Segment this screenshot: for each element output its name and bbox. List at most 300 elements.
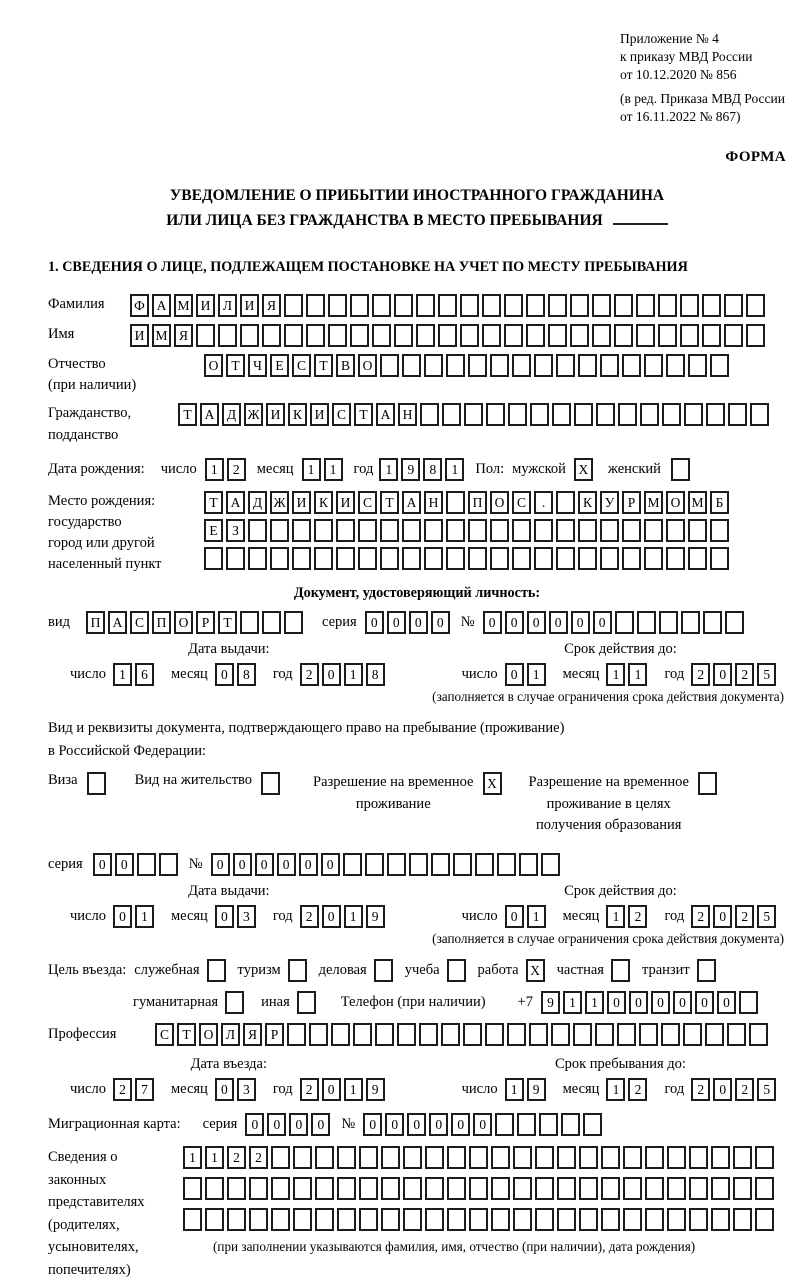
- char-box[interactable]: 9: [366, 1078, 385, 1101]
- char-box[interactable]: [419, 1023, 438, 1046]
- char-box[interactable]: Л: [221, 1023, 240, 1046]
- char-box[interactable]: К: [578, 491, 597, 514]
- char-box[interactable]: [623, 1177, 642, 1200]
- char-box[interactable]: [403, 1177, 422, 1200]
- char-box[interactable]: [504, 324, 523, 347]
- char-box[interactable]: [240, 324, 259, 347]
- char-box[interactable]: [749, 1023, 768, 1046]
- char-box[interactable]: [468, 354, 487, 377]
- char-box[interactable]: [394, 324, 413, 347]
- char-box[interactable]: [739, 991, 758, 1014]
- char-box[interactable]: [711, 1208, 730, 1231]
- char-box[interactable]: [661, 1023, 680, 1046]
- char-box[interactable]: [387, 853, 406, 876]
- char-box[interactable]: [431, 853, 450, 876]
- char-box[interactable]: И: [130, 324, 149, 347]
- char-box[interactable]: [666, 354, 685, 377]
- char-box[interactable]: 1: [135, 905, 154, 928]
- char-box[interactable]: [578, 354, 597, 377]
- char-box[interactable]: А: [108, 611, 127, 634]
- purpose-work-checkbox[interactable]: [519, 959, 548, 982]
- char-box[interactable]: 1: [344, 1078, 363, 1101]
- doc-valid-month[interactable]: [606, 663, 650, 686]
- char-box[interactable]: 1: [183, 1146, 202, 1169]
- char-box[interactable]: [485, 1023, 504, 1046]
- char-box[interactable]: [292, 519, 311, 542]
- char-box[interactable]: 2: [628, 905, 647, 928]
- char-box[interactable]: [644, 354, 663, 377]
- char-box[interactable]: [570, 324, 589, 347]
- char-box[interactable]: 0: [233, 853, 252, 876]
- char-box[interactable]: [309, 1023, 328, 1046]
- char-box[interactable]: [424, 547, 443, 570]
- char-box[interactable]: [442, 403, 461, 426]
- char-box[interactable]: [446, 519, 465, 542]
- char-box[interactable]: [491, 1208, 510, 1231]
- char-box[interactable]: [683, 1023, 702, 1046]
- char-box[interactable]: [205, 1208, 224, 1231]
- char-box[interactable]: [508, 403, 527, 426]
- char-box[interactable]: [381, 1177, 400, 1200]
- residence-permit-checkbox[interactable]: [252, 772, 283, 795]
- char-box[interactable]: [592, 324, 611, 347]
- char-box[interactable]: Я: [174, 324, 193, 347]
- doc-issue-year[interactable]: [300, 663, 388, 686]
- char-box[interactable]: [350, 294, 369, 317]
- stay-year[interactable]: [691, 1078, 779, 1101]
- char-box[interactable]: 0: [321, 853, 340, 876]
- char-box[interactable]: А: [152, 294, 171, 317]
- char-box[interactable]: 1: [344, 663, 363, 686]
- entry-month[interactable]: [215, 1078, 259, 1101]
- char-box[interactable]: [561, 1113, 580, 1136]
- doc-valid-day[interactable]: [505, 663, 549, 686]
- char-box[interactable]: О: [199, 1023, 218, 1046]
- char-box[interactable]: З: [226, 519, 245, 542]
- char-box[interactable]: [358, 547, 377, 570]
- char-box[interactable]: [570, 294, 589, 317]
- char-box[interactable]: 9: [366, 905, 385, 928]
- char-box[interactable]: [617, 1023, 636, 1046]
- char-box[interactable]: [446, 547, 465, 570]
- char-box[interactable]: [343, 853, 362, 876]
- char-box[interactable]: [623, 1146, 642, 1169]
- char-box[interactable]: [314, 519, 333, 542]
- char-box[interactable]: 2: [735, 663, 754, 686]
- char-box[interactable]: [622, 519, 641, 542]
- char-box[interactable]: А: [226, 491, 245, 514]
- char-box[interactable]: [733, 1177, 752, 1200]
- char-box[interactable]: [328, 324, 347, 347]
- char-box[interactable]: [353, 1023, 372, 1046]
- char-box[interactable]: [463, 1023, 482, 1046]
- char-box[interactable]: [315, 1177, 334, 1200]
- char-box[interactable]: [336, 519, 355, 542]
- char-box[interactable]: [490, 354, 509, 377]
- char-box[interactable]: [618, 403, 637, 426]
- char-box[interactable]: [331, 1023, 350, 1046]
- char-box[interactable]: [453, 853, 472, 876]
- char-box[interactable]: 0: [267, 1113, 286, 1136]
- char-box[interactable]: [248, 547, 267, 570]
- char-box[interactable]: 8: [237, 663, 256, 686]
- migration-number-field[interactable]: [363, 1113, 605, 1136]
- char-box[interactable]: 9: [527, 1078, 546, 1101]
- char-box[interactable]: [689, 1146, 708, 1169]
- char-box[interactable]: 0: [322, 663, 341, 686]
- char-box[interactable]: [600, 547, 619, 570]
- char-box[interactable]: О: [174, 611, 193, 634]
- doc-issue-month[interactable]: [215, 663, 259, 686]
- char-box[interactable]: [284, 324, 303, 347]
- char-box[interactable]: [684, 403, 703, 426]
- doc-issue-day[interactable]: [113, 663, 157, 686]
- char-box[interactable]: [637, 611, 656, 634]
- char-box[interactable]: 0: [365, 611, 384, 634]
- char-box[interactable]: [689, 1208, 708, 1231]
- char-box[interactable]: [645, 1146, 664, 1169]
- char-box[interactable]: [491, 1177, 510, 1200]
- char-box[interactable]: 0: [115, 853, 134, 876]
- char-box[interactable]: X: [574, 458, 593, 481]
- representatives-line3[interactable]: [183, 1208, 777, 1231]
- surname-field[interactable]: [130, 294, 768, 317]
- char-box[interactable]: [600, 354, 619, 377]
- char-box[interactable]: [284, 294, 303, 317]
- char-box[interactable]: Т: [226, 354, 245, 377]
- char-box[interactable]: [262, 611, 281, 634]
- char-box[interactable]: [261, 772, 280, 795]
- char-box[interactable]: [365, 853, 384, 876]
- char-box[interactable]: Т: [218, 611, 237, 634]
- char-box[interactable]: [424, 354, 443, 377]
- char-box[interactable]: 0: [322, 905, 341, 928]
- char-box[interactable]: 0: [387, 611, 406, 634]
- char-box[interactable]: 1: [628, 663, 647, 686]
- char-box[interactable]: 6: [135, 663, 154, 686]
- char-box[interactable]: [615, 611, 634, 634]
- char-box[interactable]: [482, 294, 501, 317]
- temp-residence-checkbox[interactable]: [474, 772, 505, 795]
- residence-issue-day[interactable]: [113, 905, 157, 928]
- char-box[interactable]: [512, 547, 531, 570]
- char-box[interactable]: 1: [324, 458, 343, 481]
- char-box[interactable]: [526, 294, 545, 317]
- purpose-other-checkbox[interactable]: [290, 991, 319, 1014]
- char-box[interactable]: [225, 991, 244, 1014]
- char-box[interactable]: 0: [385, 1113, 404, 1136]
- char-box[interactable]: [205, 1177, 224, 1200]
- char-box[interactable]: [579, 1177, 598, 1200]
- char-box[interactable]: [438, 294, 457, 317]
- char-box[interactable]: 0: [651, 991, 670, 1014]
- char-box[interactable]: [601, 1208, 620, 1231]
- char-box[interactable]: 0: [363, 1113, 382, 1136]
- char-box[interactable]: [159, 853, 178, 876]
- char-box[interactable]: 2: [691, 663, 710, 686]
- char-box[interactable]: [380, 547, 399, 570]
- char-box[interactable]: 0: [299, 853, 318, 876]
- char-box[interactable]: [328, 294, 347, 317]
- char-box[interactable]: [270, 547, 289, 570]
- char-box[interactable]: [659, 611, 678, 634]
- char-box[interactable]: [87, 772, 106, 795]
- char-box[interactable]: 0: [473, 1113, 492, 1136]
- char-box[interactable]: [460, 324, 479, 347]
- char-box[interactable]: 1: [205, 458, 224, 481]
- char-box[interactable]: [438, 324, 457, 347]
- char-box[interactable]: [287, 1023, 306, 1046]
- char-box[interactable]: 1: [379, 458, 398, 481]
- residence-valid-year[interactable]: [691, 905, 779, 928]
- char-box[interactable]: [702, 324, 721, 347]
- char-box[interactable]: 0: [717, 991, 736, 1014]
- char-box[interactable]: Р: [622, 491, 641, 514]
- char-box[interactable]: Т: [177, 1023, 196, 1046]
- char-box[interactable]: [636, 294, 655, 317]
- char-box[interactable]: [711, 1177, 730, 1200]
- birth-day-field[interactable]: [205, 458, 249, 481]
- char-box[interactable]: [519, 853, 538, 876]
- char-box[interactable]: [350, 324, 369, 347]
- char-box[interactable]: [573, 1023, 592, 1046]
- char-box[interactable]: 0: [629, 991, 648, 1014]
- purpose-official-checkbox[interactable]: [200, 959, 229, 982]
- char-box[interactable]: [218, 324, 237, 347]
- purpose-humanitarian-checkbox[interactable]: [218, 991, 247, 1014]
- char-box[interactable]: 0: [505, 611, 524, 634]
- char-box[interactable]: 5: [757, 1078, 776, 1101]
- char-box[interactable]: [601, 1146, 620, 1169]
- char-box[interactable]: [680, 294, 699, 317]
- name-field[interactable]: [130, 324, 768, 347]
- char-box[interactable]: [666, 547, 685, 570]
- char-box[interactable]: Е: [204, 519, 223, 542]
- char-box[interactable]: [574, 403, 593, 426]
- char-box[interactable]: С: [155, 1023, 174, 1046]
- char-box[interactable]: [666, 519, 685, 542]
- char-box[interactable]: 0: [215, 905, 234, 928]
- char-box[interactable]: 0: [593, 611, 612, 634]
- char-box[interactable]: [530, 403, 549, 426]
- char-box[interactable]: [183, 1208, 202, 1231]
- char-box[interactable]: [446, 354, 465, 377]
- char-box[interactable]: [724, 324, 743, 347]
- char-box[interactable]: П: [152, 611, 171, 634]
- char-box[interactable]: X: [483, 772, 502, 795]
- char-box[interactable]: [513, 1146, 532, 1169]
- char-box[interactable]: [541, 853, 560, 876]
- purpose-transit-checkbox[interactable]: [690, 959, 719, 982]
- char-box[interactable]: 7: [135, 1078, 154, 1101]
- char-box[interactable]: 5: [757, 663, 776, 686]
- char-box[interactable]: [710, 547, 729, 570]
- char-box[interactable]: 8: [366, 663, 385, 686]
- char-box[interactable]: [513, 1208, 532, 1231]
- char-box[interactable]: [374, 959, 393, 982]
- char-box[interactable]: С: [358, 491, 377, 514]
- edu-residence-checkbox[interactable]: [689, 772, 720, 795]
- char-box[interactable]: [702, 294, 721, 317]
- char-box[interactable]: [293, 1177, 312, 1200]
- char-box[interactable]: С: [130, 611, 149, 634]
- char-box[interactable]: [270, 519, 289, 542]
- char-box[interactable]: [645, 1208, 664, 1231]
- char-box[interactable]: Т: [380, 491, 399, 514]
- residence-issue-year[interactable]: [300, 905, 388, 928]
- char-box[interactable]: [600, 519, 619, 542]
- char-box[interactable]: 2: [628, 1078, 647, 1101]
- char-box[interactable]: И: [240, 294, 259, 317]
- char-box[interactable]: 0: [93, 853, 112, 876]
- char-box[interactable]: Ж: [270, 491, 289, 514]
- char-box[interactable]: [460, 294, 479, 317]
- char-box[interactable]: [705, 1023, 724, 1046]
- char-box[interactable]: [557, 1177, 576, 1200]
- char-box[interactable]: 0: [713, 1078, 732, 1101]
- char-box[interactable]: К: [288, 403, 307, 426]
- char-box[interactable]: 0: [215, 663, 234, 686]
- char-box[interactable]: П: [468, 491, 487, 514]
- char-box[interactable]: [468, 519, 487, 542]
- char-box[interactable]: [469, 1146, 488, 1169]
- char-box[interactable]: 0: [505, 663, 524, 686]
- char-box[interactable]: [557, 1208, 576, 1231]
- char-box[interactable]: 1: [563, 991, 582, 1014]
- char-box[interactable]: 0: [409, 611, 428, 634]
- char-box[interactable]: [636, 324, 655, 347]
- char-box[interactable]: [271, 1177, 290, 1200]
- purpose-business-checkbox[interactable]: [367, 959, 396, 982]
- char-box[interactable]: [667, 1177, 686, 1200]
- char-box[interactable]: Т: [354, 403, 373, 426]
- char-box[interactable]: [667, 1208, 686, 1231]
- char-box[interactable]: [639, 1023, 658, 1046]
- representatives-line2[interactable]: [183, 1177, 777, 1200]
- char-box[interactable]: [475, 853, 494, 876]
- char-box[interactable]: 2: [691, 1078, 710, 1101]
- char-box[interactable]: У: [600, 491, 619, 514]
- char-box[interactable]: [556, 491, 575, 514]
- entry-year[interactable]: [300, 1078, 388, 1101]
- char-box[interactable]: Т: [178, 403, 197, 426]
- char-box[interactable]: Я: [262, 294, 281, 317]
- char-box[interactable]: [249, 1177, 268, 1200]
- char-box[interactable]: [596, 403, 615, 426]
- char-box[interactable]: [207, 959, 226, 982]
- char-box[interactable]: Д: [248, 491, 267, 514]
- char-box[interactable]: 0: [211, 853, 230, 876]
- char-box[interactable]: 0: [571, 611, 590, 634]
- char-box[interactable]: [551, 1023, 570, 1046]
- char-box[interactable]: Д: [222, 403, 241, 426]
- char-box[interactable]: А: [200, 403, 219, 426]
- patronymic-field[interactable]: [204, 354, 732, 377]
- char-box[interactable]: [425, 1208, 444, 1231]
- char-box[interactable]: [728, 403, 747, 426]
- char-box[interactable]: 0: [429, 1113, 448, 1136]
- char-box[interactable]: [490, 519, 509, 542]
- char-box[interactable]: [552, 403, 571, 426]
- char-box[interactable]: О: [666, 491, 685, 514]
- char-box[interactable]: 1: [205, 1146, 224, 1169]
- char-box[interactable]: [402, 354, 421, 377]
- char-box[interactable]: 2: [227, 1146, 246, 1169]
- char-box[interactable]: В: [336, 354, 355, 377]
- purpose-tourism-checkbox[interactable]: [281, 959, 310, 982]
- char-box[interactable]: [381, 1146, 400, 1169]
- stay-month[interactable]: [606, 1078, 650, 1101]
- char-box[interactable]: 0: [527, 611, 546, 634]
- char-box[interactable]: [337, 1177, 356, 1200]
- char-box[interactable]: [556, 354, 575, 377]
- char-box[interactable]: [611, 959, 630, 982]
- char-box[interactable]: [469, 1208, 488, 1231]
- char-box[interactable]: Ж: [244, 403, 263, 426]
- char-box[interactable]: [314, 547, 333, 570]
- char-box[interactable]: Н: [424, 491, 443, 514]
- char-box[interactable]: 0: [483, 611, 502, 634]
- char-box[interactable]: [711, 1146, 730, 1169]
- char-box[interactable]: [402, 519, 421, 542]
- birth-place-line2[interactable]: [204, 519, 732, 542]
- char-box[interactable]: [595, 1023, 614, 1046]
- char-box[interactable]: М: [152, 324, 171, 347]
- char-box[interactable]: [315, 1146, 334, 1169]
- char-box[interactable]: [359, 1146, 378, 1169]
- char-box[interactable]: [601, 1177, 620, 1200]
- residence-series-field[interactable]: [93, 853, 181, 876]
- char-box[interactable]: 2: [691, 905, 710, 928]
- char-box[interactable]: [372, 294, 391, 317]
- char-box[interactable]: [645, 1177, 664, 1200]
- profession-field[interactable]: [155, 1023, 771, 1046]
- char-box[interactable]: 1: [344, 905, 363, 928]
- entry-day[interactable]: [113, 1078, 157, 1101]
- char-box[interactable]: [337, 1146, 356, 1169]
- char-box[interactable]: 2: [300, 663, 319, 686]
- char-box[interactable]: 0: [695, 991, 714, 1014]
- char-box[interactable]: М: [174, 294, 193, 317]
- char-box[interactable]: П: [86, 611, 105, 634]
- char-box[interactable]: 2: [735, 905, 754, 928]
- char-box[interactable]: [688, 547, 707, 570]
- char-box[interactable]: [534, 354, 553, 377]
- char-box[interactable]: [623, 1208, 642, 1231]
- char-box[interactable]: [447, 1208, 466, 1231]
- char-box[interactable]: [698, 772, 717, 795]
- visa-checkbox[interactable]: [78, 772, 109, 795]
- char-box[interactable]: 8: [423, 458, 442, 481]
- char-box[interactable]: А: [402, 491, 421, 514]
- char-box[interactable]: [137, 853, 156, 876]
- char-box[interactable]: 3: [237, 905, 256, 928]
- char-box[interactable]: [306, 294, 325, 317]
- char-box[interactable]: [579, 1146, 598, 1169]
- char-box[interactable]: 0: [289, 1113, 308, 1136]
- char-box[interactable]: 0: [113, 905, 132, 928]
- char-box[interactable]: [556, 519, 575, 542]
- char-box[interactable]: [424, 519, 443, 542]
- char-box[interactable]: Ф: [130, 294, 149, 317]
- char-box[interactable]: [658, 294, 677, 317]
- char-box[interactable]: И: [310, 403, 329, 426]
- char-box[interactable]: [403, 1208, 422, 1231]
- char-box[interactable]: 2: [735, 1078, 754, 1101]
- char-box[interactable]: О: [358, 354, 377, 377]
- char-box[interactable]: 3: [237, 1078, 256, 1101]
- char-box[interactable]: 0: [215, 1078, 234, 1101]
